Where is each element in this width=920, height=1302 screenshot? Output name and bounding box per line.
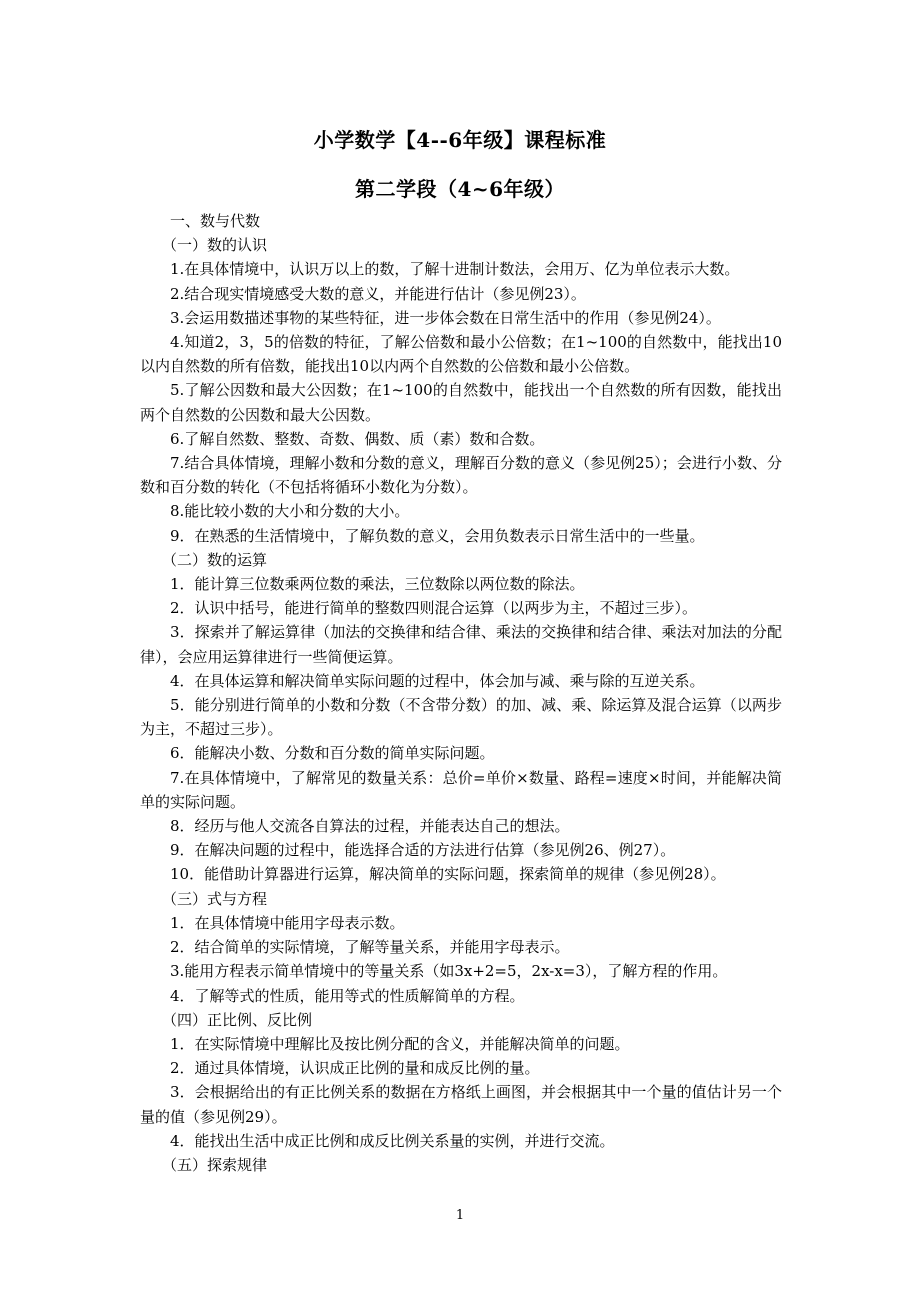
paragraph: 5．能分别进行简单的小数和分数（不含带分数）的加、减、乘、除运算及混合运算（以两步为主，不超过三步）。 [140,696,782,739]
paragraph: 9．在解决问题的过程中，能选择合适的方法进行估算（参见例26、例27）。 [170,841,676,860]
paragraph: 7.在具体情境中，了解常见的数量关系：总价=单价×数量、路程=速度×时间，并能解决简单的实际问题。 [140,768,782,811]
paragraph: 7.结合具体情境，理解小数和分数的意义，理解百分数的意义（参见例25）；会进行小数、分数和百分数的转化（不包括将循环小数化为分数）。 [140,454,782,497]
document-title: 小学数学【4--6年级】课程标准 [313,128,607,152]
document-body [140,209,782,1177]
paragraph: 3．探索并了解运算律（加法的交换律和结合律、乘法的交换律和结合律、乘法对加法的分配律），会应用运算律进行一些简便运算。 [140,623,782,666]
paragraph: 3.会运用数描述事物的某些特征，进一步体会数在日常生活中的作用（参见例24）。 [170,308,721,327]
subsection-heading: （四）正比例、反比例 [162,1010,313,1029]
paragraph: 4．了解等式的性质，能用等式的性质解简单的方程。 [170,986,525,1005]
paragraph: 5.了解公因数和最大公因数；在1~100的自然数中，能找出一个自然数的所有因数，能找出两个自然数的公因数和最大公因数。 [140,381,782,424]
section-heading: 一、数与代数 [170,212,261,230]
document-subtitle: 第二学段（4~6年级） [354,177,566,201]
paragraph: 1．在具体情境中能用字母表示数。 [170,913,405,932]
paragraph: 1.在具体情境中，认识万以上的数，了解十进制计数法，会用万、亿为单位表示大数。 [170,260,740,279]
paragraph: 2．认识中括号，能进行简单的整数四则混合运算（以两步为主，不超过三步）。 [170,599,698,618]
paragraph: 4.知道2，3，5的倍数的特征，了解公倍数和最小公倍数；在1~100的自然数中，能找出10以内自然数的所有倍数，能找出10以内两个自然数的公倍数和最小公倍数。 [140,333,782,376]
paragraph: 4．在具体运算和解决简单实际问题的过程中，体会加与减、乘与除的互逆关系。 [170,671,705,690]
paragraph: 2．结合简单的实际情境，了解等量关系，并能用字母表示。 [170,938,570,957]
paragraph: 2.结合现实情境感受大数的意义，并能进行估计（参见例23）。 [170,284,586,303]
subsection-heading: （三）式与方程 [162,889,268,908]
subsection-heading: （二）数的运算 [162,550,268,569]
paragraph: 1．能计算三位数乘两位数的乘法，三位数除以两位数的除法。 [170,575,585,594]
paragraph: 2．通过具体情境，认识成正比例的量和成反比例的量。 [170,1059,540,1078]
paragraph: 8．经历与他人交流各自算法的过程，并能表达自己的想法。 [170,817,570,836]
paragraph: 9．在熟悉的生活情境中，了解负数的意义，会用负数表示日常生活中的一些量。 [170,526,705,545]
paragraph: 3．会根据给出的有正比例关系的数据在方格纸上画图，并会根据其中一个量的值估计另一个量的值（参见例29）。 [140,1083,782,1126]
paragraph: 8.能比较小数的大小和分数的大小。 [170,502,410,521]
subsection-heading: （一）数的认识 [162,236,268,255]
paragraph: 6．能解决小数、分数和百分数的简单实际问题。 [170,744,495,763]
paragraph: 6.了解自然数、整数、奇数、偶数、质（素）数和合数。 [170,429,545,448]
paragraph: 10．能借助计算器进行运算，解决简单的实际问题，探索简单的规律（参见例28）。 [170,865,726,884]
subsection-heading: （五）探索规律 [162,1155,268,1174]
paragraph: 1．在实际情境中理解比及按比例分配的含义，并能解决简单的问题。 [170,1034,630,1053]
page-number: 1 [455,1208,465,1223]
paragraph: 4．能找出生活中成正比例和成反比例关系量的实例，并进行交流。 [170,1131,615,1150]
paragraph: 3.能用方程表示简单情境中的等量关系（如3x+2=5，2x-x=3），了解方程的作用。 [170,962,728,981]
